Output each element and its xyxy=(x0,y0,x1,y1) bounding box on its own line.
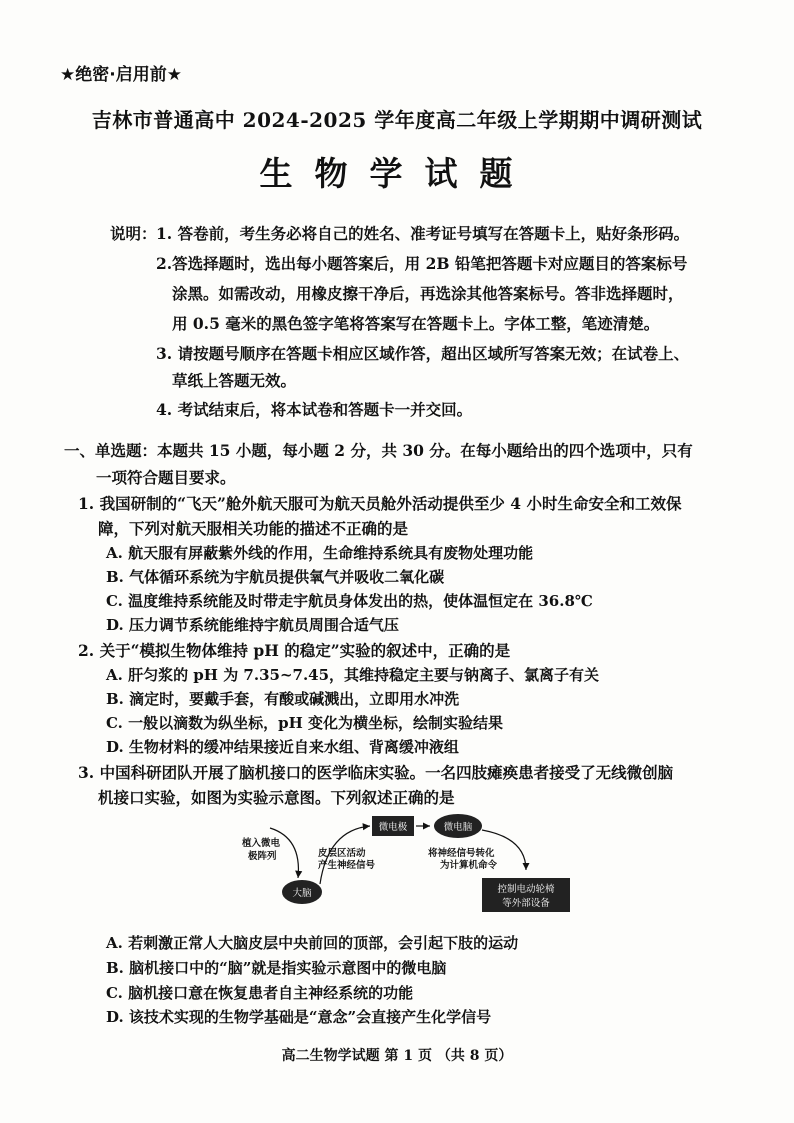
q1-option-a: A. 航天服有屏蔽紫外线的作用，生命维持系统具有废物处理功能 xyxy=(106,544,534,562)
page-footer: 高二生物学试题 第 1 页 （共 8 页） xyxy=(281,1048,513,1064)
electrode-label: 微电极 xyxy=(378,822,408,833)
computer-label: 微电脑 xyxy=(443,822,473,833)
q2-stem-line-1: 2. 关于“模拟生物体维持 pH 的稳定”实验的叙述中，正确的是 xyxy=(78,641,511,660)
q2-option-b: B. 滴定时，要戴手套，有酸或碱溅出，立即用水冲洗 xyxy=(106,690,460,708)
brain-label: 大脑 xyxy=(292,888,312,899)
q2-option-c: C. 一般以滴数为纵坐标，pH 变化为横坐标，绘制实验结果 xyxy=(106,714,504,732)
convert-label-2: 为计算机命令 xyxy=(440,860,498,871)
q1-stem-line-2: 障，下列对航天服相关功能的描述不正确的是 xyxy=(98,519,409,538)
instruction-line-1: 1. 答卷前，考生务必将自己的姓名、准考证号填写在答题卡上，贴好条形码。 xyxy=(156,224,690,243)
convert-label-1: 将神经信号转化 xyxy=(428,848,495,859)
q3-stem-line-1: 3. 中国科研团队开展了脑机接口的医学临床实验。一名四肢瘫痪患者接受了无线微创脑 xyxy=(78,763,674,782)
instruction-line-5: 3. 请按题号顺序在答题卡相应区域作答，超出区域所写答案无效；在试卷上、 xyxy=(156,344,690,363)
q3-stem-line-2: 机接口实验，如图为实验示意图。下列叙述正确的是 xyxy=(98,788,455,807)
instruction-line-3: 涂黑。如需改动，用橡皮擦干净后，再选涂其他答案标号。答非选择题时， xyxy=(172,284,684,303)
cortex-label-2: 产生神经信号 xyxy=(318,860,376,871)
q1-option-c: C. 温度维持系统能及时带走宇航员身体发出的热，使体温恒定在 36.8℃ xyxy=(106,592,593,610)
section-heading: 一、单选题：本题共 15 小题，每小题 2 分，共 30 分。在每小题给出的四个选项中，只有 xyxy=(64,441,693,460)
instruction-line-6: 草纸上答题无效。 xyxy=(172,371,297,390)
q3-option-b: B. 脑机接口中的“脑”就是指实验示意图中的微电脑 xyxy=(106,959,447,977)
output-label-1: 控制电动轮椅 xyxy=(497,884,555,895)
cortex-label-1: 皮层区活动 xyxy=(318,848,366,859)
implant-label-2: 极阵列 xyxy=(248,851,277,862)
q3-option-c: C. 脑机接口意在恢复患者自主神经系统的功能 xyxy=(106,984,414,1002)
section-heading-cont: 一项符合题目要求。 xyxy=(96,468,236,487)
instruction-line-4: 用 0.5 毫米的黑色签字笔将答案写在答题卡上。字体工整，笔迹清楚。 xyxy=(172,314,660,333)
implant-label-1: 植入微电 xyxy=(242,838,281,849)
output-label-2: 等外部设备 xyxy=(502,898,550,909)
exam-title: 吉林市普通高中 2024-2025 学年度高二年级上学期期中调研测试 xyxy=(91,108,703,132)
subject-title: 生物学试题 xyxy=(259,154,535,193)
instructions-prefix: 说明： xyxy=(110,224,157,243)
secret-mark: ★绝密·启用前★ xyxy=(60,65,182,85)
q1-stem-line-1: 1. 我国研制的“飞天”舱外航天服可为航天员舱外活动提供至少 4 小时生命安全和工效保 xyxy=(78,494,682,513)
brain-computer-interface-diagram xyxy=(220,808,580,918)
q1-option-d: D. 压力调节系统能维持宇航员周围合适气压 xyxy=(106,616,399,634)
q1-option-b: B. 气体循环系统为宇航员提供氧气并吸收二氧化碳 xyxy=(106,568,445,586)
q3-option-a: A. 若刺激正常人大脑皮层中央前回的顶部，会引起下肢的运动 xyxy=(106,934,519,952)
q2-option-d: D. 生物材料的缓冲结果接近自来水组、背离缓冲液组 xyxy=(106,738,459,756)
q2-option-a: A. 肝匀浆的 pH 为 7.35~7.45，其维持稳定主要与钠离子、氯离子有关 xyxy=(106,666,600,684)
instruction-line-2: 2.答选择题时，选出每小题答案后，用 2B 铅笔把答题卡对应题目的答案标号 xyxy=(156,254,688,273)
q3-option-d: D. 该技术实现的生物学基础是“意念”会直接产生化学信号 xyxy=(106,1008,492,1026)
instruction-line-7: 4. 考试结束后，将本试卷和答题卡一并交回。 xyxy=(156,400,473,419)
